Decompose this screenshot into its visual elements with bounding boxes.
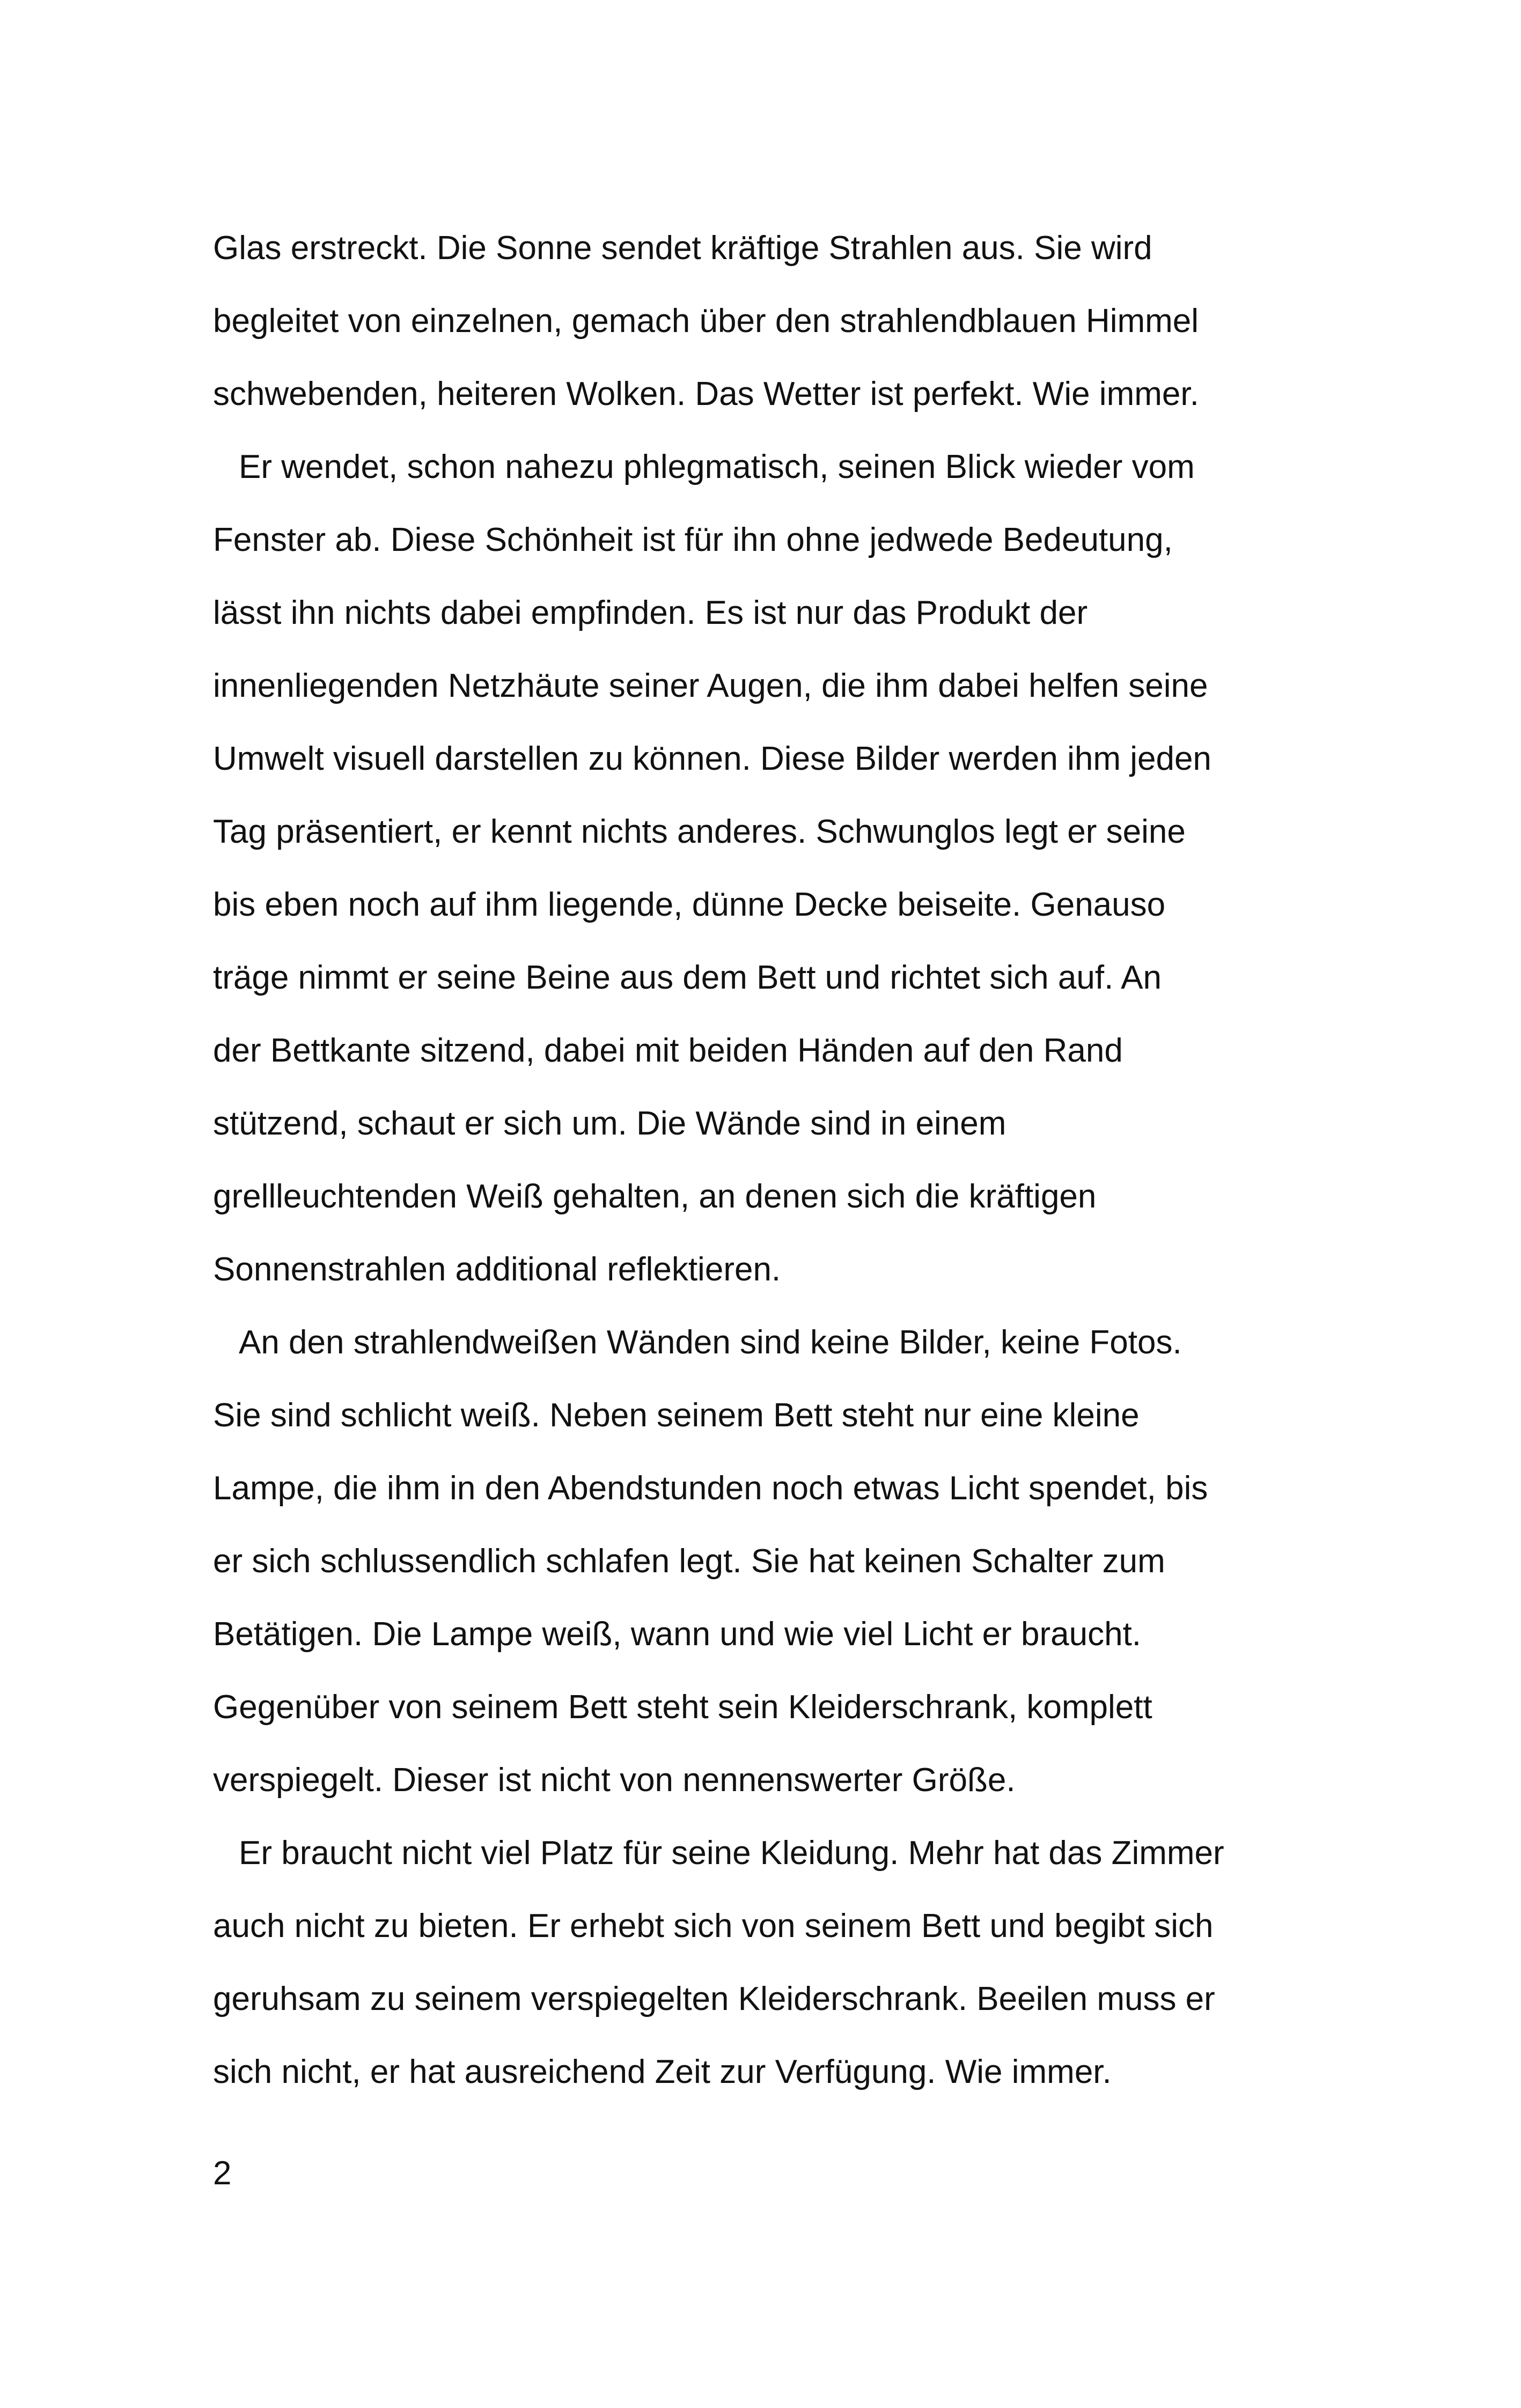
paragraph-start-line: Er braucht nicht viel Platz für seine Kleidung. Mehr hat das Zimmer — [239, 1835, 1224, 1872]
text-line: Sonnenstrahlen additional reflektieren. — [213, 1251, 781, 1288]
text-line: träge nimmt er seine Beine aus dem Bett und richtet sich auf. An — [213, 959, 1162, 996]
text-line: bis eben noch auf ihm liegende, dünne Decke beiseite. Genauso — [213, 886, 1166, 923]
text-line: geruhsam zu seinem verspiegelten Kleiderschrank. Beeilen muss er — [213, 1980, 1215, 2017]
paragraph-start-line: Er wendet, schon nahezu phlegmatisch, seinen Blick wieder vom — [239, 448, 1195, 485]
text-line: Glas erstreckt. Die Sonne sendet kräftige Strahlen aus. Sie wird — [213, 230, 1152, 267]
text-line: Betätigen. Die Lampe weiß, wann und wie viel Licht er braucht. — [213, 1616, 1142, 1653]
text-line: er sich schlussendlich schlafen legt. Sie hat keinen Schalter zum — [213, 1543, 1165, 1580]
text-line: Gegenüber von seinem Bett steht sein Kleiderschrank, komplett — [213, 1689, 1152, 1726]
text-line: Umwelt visuell darstellen zu können. Diese Bilder werden ihm jeden — [213, 740, 1211, 777]
text-line: verspiegelt. Dieser ist nicht von nennenswerter Größe. — [213, 1762, 1016, 1799]
text-line: der Bettkante sitzend, dabei mit beiden Händen auf den Rand — [213, 1032, 1123, 1069]
text-line: Tag präsentiert, er kennt nichts anderes. Schwunglos legt er seine — [213, 813, 1186, 850]
text-line: Lampe, die ihm in den Abendstunden noch etwas Licht spendet, bis — [213, 1470, 1208, 1507]
text-line: begleitet von einzelnen, gemach über den strahlendblauen Himmel — [213, 303, 1199, 340]
text-line: lässt ihn nichts dabei empfinden. Es ist nur das Produkt der — [213, 594, 1088, 631]
paragraph-start-line: An den strahlendweißen Wänden sind keine Bilder, keine Fotos. — [239, 1324, 1182, 1361]
text-line: sich nicht, er hat ausreichend Zeit zur Verfügung. Wie immer. — [213, 2053, 1112, 2090]
text-line: innenliegenden Netzhäute seiner Augen, die ihm dabei helfen seine — [213, 667, 1208, 704]
text-line: stützend, schaut er sich um. Die Wände sind in einem — [213, 1105, 1006, 1142]
text-line: Sie sind schlicht weiß. Neben seinem Bett steht nur eine kleine — [213, 1397, 1140, 1434]
text-line: grellleuchtenden Weiß gehalten, an denen sich die kräftigen — [213, 1178, 1097, 1215]
body-text — [213, 212, 1334, 2109]
page-number: 2 — [213, 2155, 232, 2192]
text-line: Fenster ab. Diese Schönheit ist für ihn ohne jedwede Bedeutung, — [213, 521, 1173, 558]
text-line: schwebenden, heiteren Wolken. Das Wetter ist perfekt. Wie immer. — [213, 375, 1199, 413]
text-line: auch nicht zu bieten. Er erhebt sich von seinem Bett und begibt sich — [213, 1908, 1214, 1945]
